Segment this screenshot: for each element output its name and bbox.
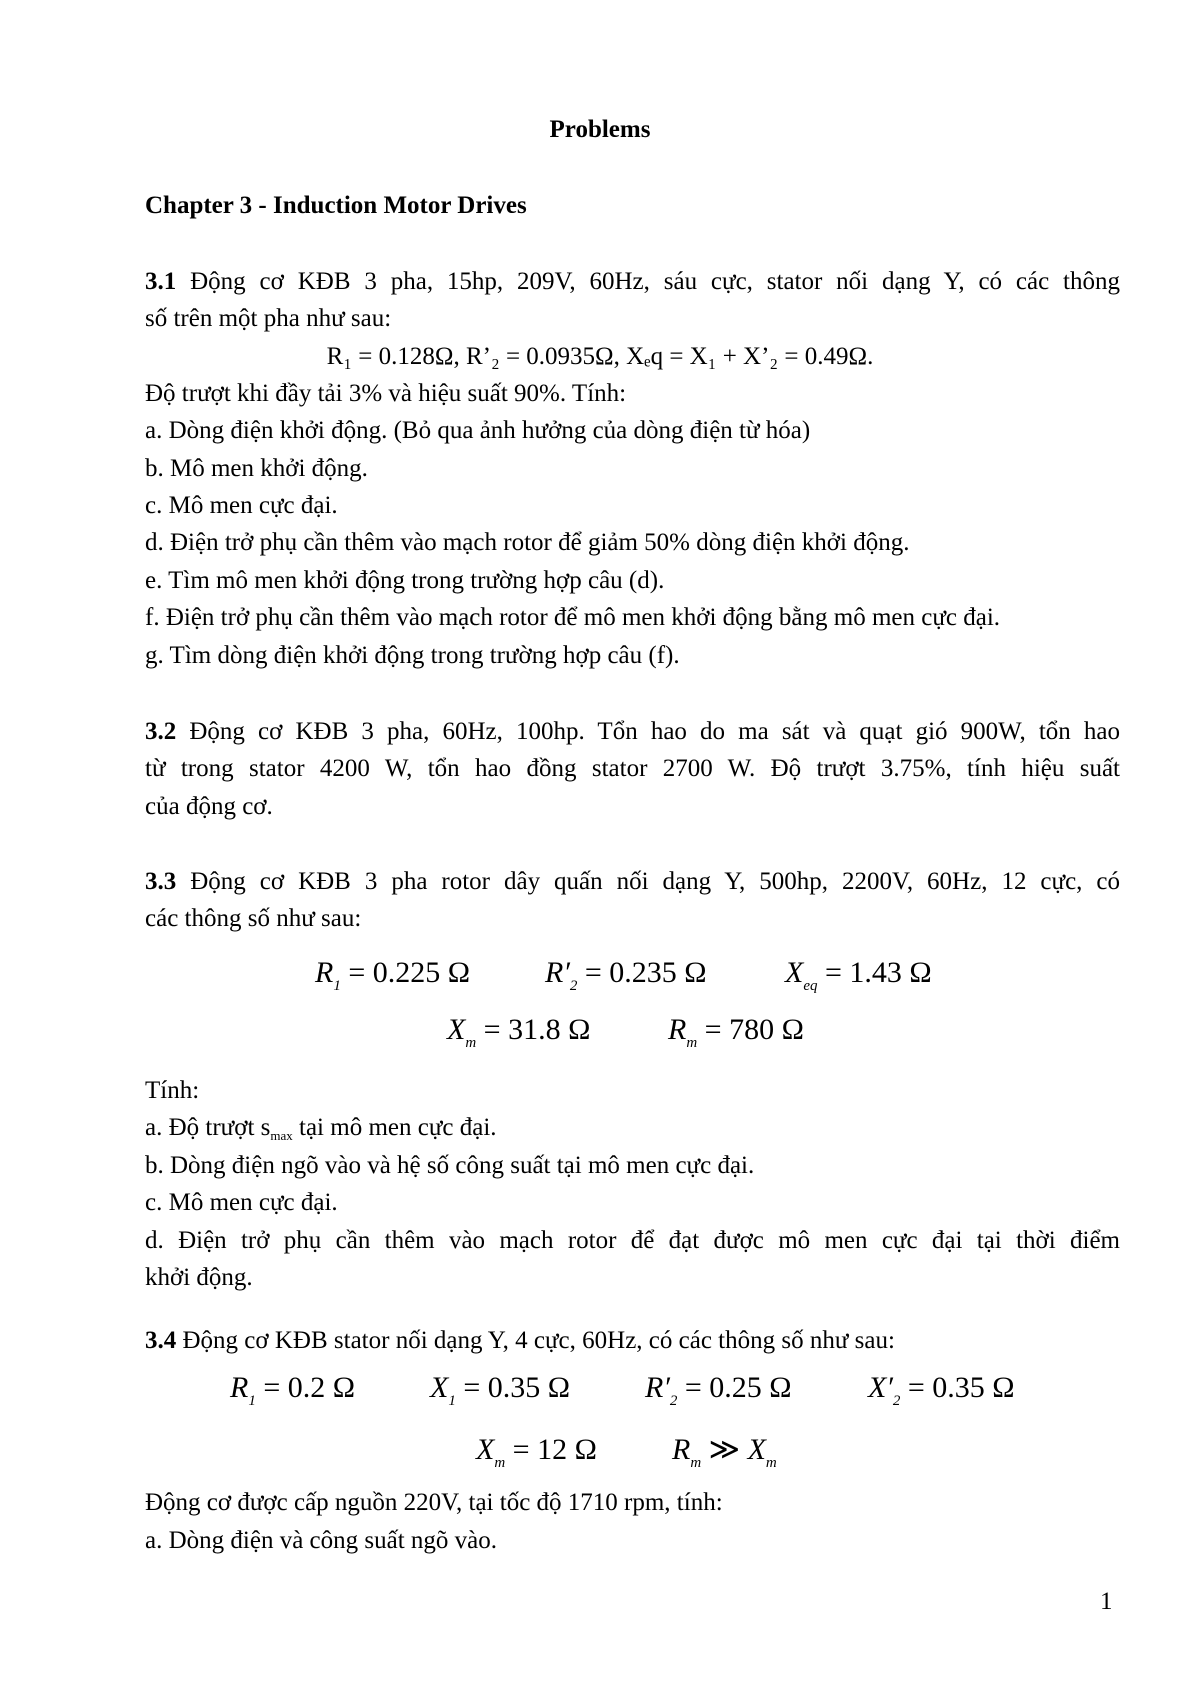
problem-text: Động cơ KĐB stator nối dạng Y, 4 cực, 60Hz, có các thông số như sau: bbox=[182, 1327, 895, 1354]
problem-3-1-a: a. Dòng điện khởi động. (Bỏ qua ảnh hưởng của dòng điện từ hóa) bbox=[145, 417, 811, 444]
page-number: 1 bbox=[1100, 1588, 1113, 1615]
eq-x2-prime: $X'_2 = 0.35$ Ω bbox=[868, 1371, 1015, 1409]
page-title: Problems bbox=[549, 116, 651, 143]
problem-3-4-line1 bbox=[145, 1325, 895, 1357]
problem-3-2-line2: từ trong stator 4200 W, tổn hao đồng stator 2700 W. Độ trượt 3.75%, tính hiệu suất bbox=[145, 755, 1120, 782]
problem-3-3-d-cont: khởi động. bbox=[145, 1264, 253, 1291]
eq-x1: $X_1 = 0.35$ Ω bbox=[430, 1371, 571, 1409]
eq-rm-relation: $R_m$ ≫ $X_m$ bbox=[672, 1433, 777, 1471]
problem-3-3-a: a. Độ trượt $s_{max}$ tại mô men cực đại. bbox=[145, 1114, 497, 1143]
problem-number: 3.2 bbox=[145, 718, 177, 745]
problem-3-3-tinh: Tính: bbox=[145, 1077, 200, 1104]
problem-3-1-c: c. Mô men cực đại. bbox=[145, 492, 338, 519]
problem-text: Động cơ KĐB 3 pha rotor dây quấn nối dạng Y, 500hp, 2200V, 60Hz, 12 cực, có bbox=[190, 868, 1120, 895]
problem-3-2-line3: của động cơ. bbox=[145, 793, 273, 820]
problem-number: 3.1 bbox=[145, 268, 177, 295]
chapter-heading: Chapter 3 - Induction Motor Drives bbox=[145, 192, 527, 219]
problem-3-4-supply: Động cơ được cấp nguồn 220V, tại tốc độ 1710 rpm, tính: bbox=[145, 1489, 723, 1516]
problem-3-1-intro-cont: số trên một pha như sau: bbox=[145, 305, 392, 332]
problem-3-1-intro bbox=[145, 266, 1120, 298]
problem-3-3-b: b. Dòng điện ngõ vào và hệ số công suất tại mô men cực đại. bbox=[145, 1152, 755, 1179]
problem-3-1-b: b. Mô men khởi động. bbox=[145, 455, 368, 482]
eq-xeq: $X_{eq} = 1.43$ Ω bbox=[785, 956, 932, 994]
problem-3-1-e: e. Tìm mô men khởi động trong trường hợp câu (d). bbox=[145, 567, 665, 594]
problem-text: Động cơ KĐB 3 pha, 60Hz, 100hp. Tổn hao do ma sát và quạt gió 900W, tổn hao bbox=[189, 718, 1120, 745]
eq-r1: $R_1 = 0.2$ Ω bbox=[230, 1371, 356, 1409]
eq-xm: $X_m = 31.8$ Ω bbox=[447, 1013, 591, 1051]
problem-3-1-params: R₁ = 0.128Ω, R’₂ = 0.0935Ω, Xₑq = X₁ + X’₂ = 0.49Ω. bbox=[326, 343, 874, 370]
problem-3-1-slip: Độ trượt khi đầy tải 3% và hiệu suất 90%. Tính: bbox=[145, 380, 627, 407]
eq-r1: $R_1 = 0.225$ Ω bbox=[315, 956, 471, 994]
problem-3-3-d: d. Điện trở phụ cần thêm vào mạch rotor để đạt được mô men cực đại tại thời điểm bbox=[145, 1227, 1120, 1254]
eq-xm: $X_m = 12$ Ω bbox=[476, 1433, 597, 1471]
problem-number: 3.3 bbox=[145, 868, 177, 895]
problem-text: Động cơ KĐB 3 pha, 15hp, 209V, 60Hz, sáu cực, stator nối dạng Y, có các thông bbox=[190, 268, 1121, 295]
problem-3-1-g: g. Tìm dòng điện khởi động trong trường hợp câu (f). bbox=[145, 642, 680, 669]
problem-3-3-c: c. Mô men cực đại. bbox=[145, 1189, 338, 1216]
problem-3-1-d: d. Điện trở phụ cần thêm vào mạch rotor để giảm 50% dòng điện khởi động. bbox=[145, 529, 910, 556]
eq-r2-prime: $R'_2 = 0.235$ Ω bbox=[545, 956, 707, 994]
eq-rm: $R_m = 780$ Ω bbox=[668, 1013, 804, 1051]
problem-number: 3.4 bbox=[145, 1327, 177, 1354]
problem-3-3-line1 bbox=[145, 866, 1120, 898]
problem-3-3-line2: các thông số như sau: bbox=[145, 905, 362, 932]
problem-3-4-a: a. Dòng điện và công suất ngõ vào. bbox=[145, 1527, 498, 1554]
eq-r2-prime: $R'_2 = 0.25$ Ω bbox=[645, 1371, 792, 1409]
problem-3-1-f: f. Điện trở phụ cần thêm vào mạch rotor để mô men khởi động bằng mô men cực đại. bbox=[145, 604, 1001, 631]
problem-3-2-line1 bbox=[145, 716, 1120, 748]
